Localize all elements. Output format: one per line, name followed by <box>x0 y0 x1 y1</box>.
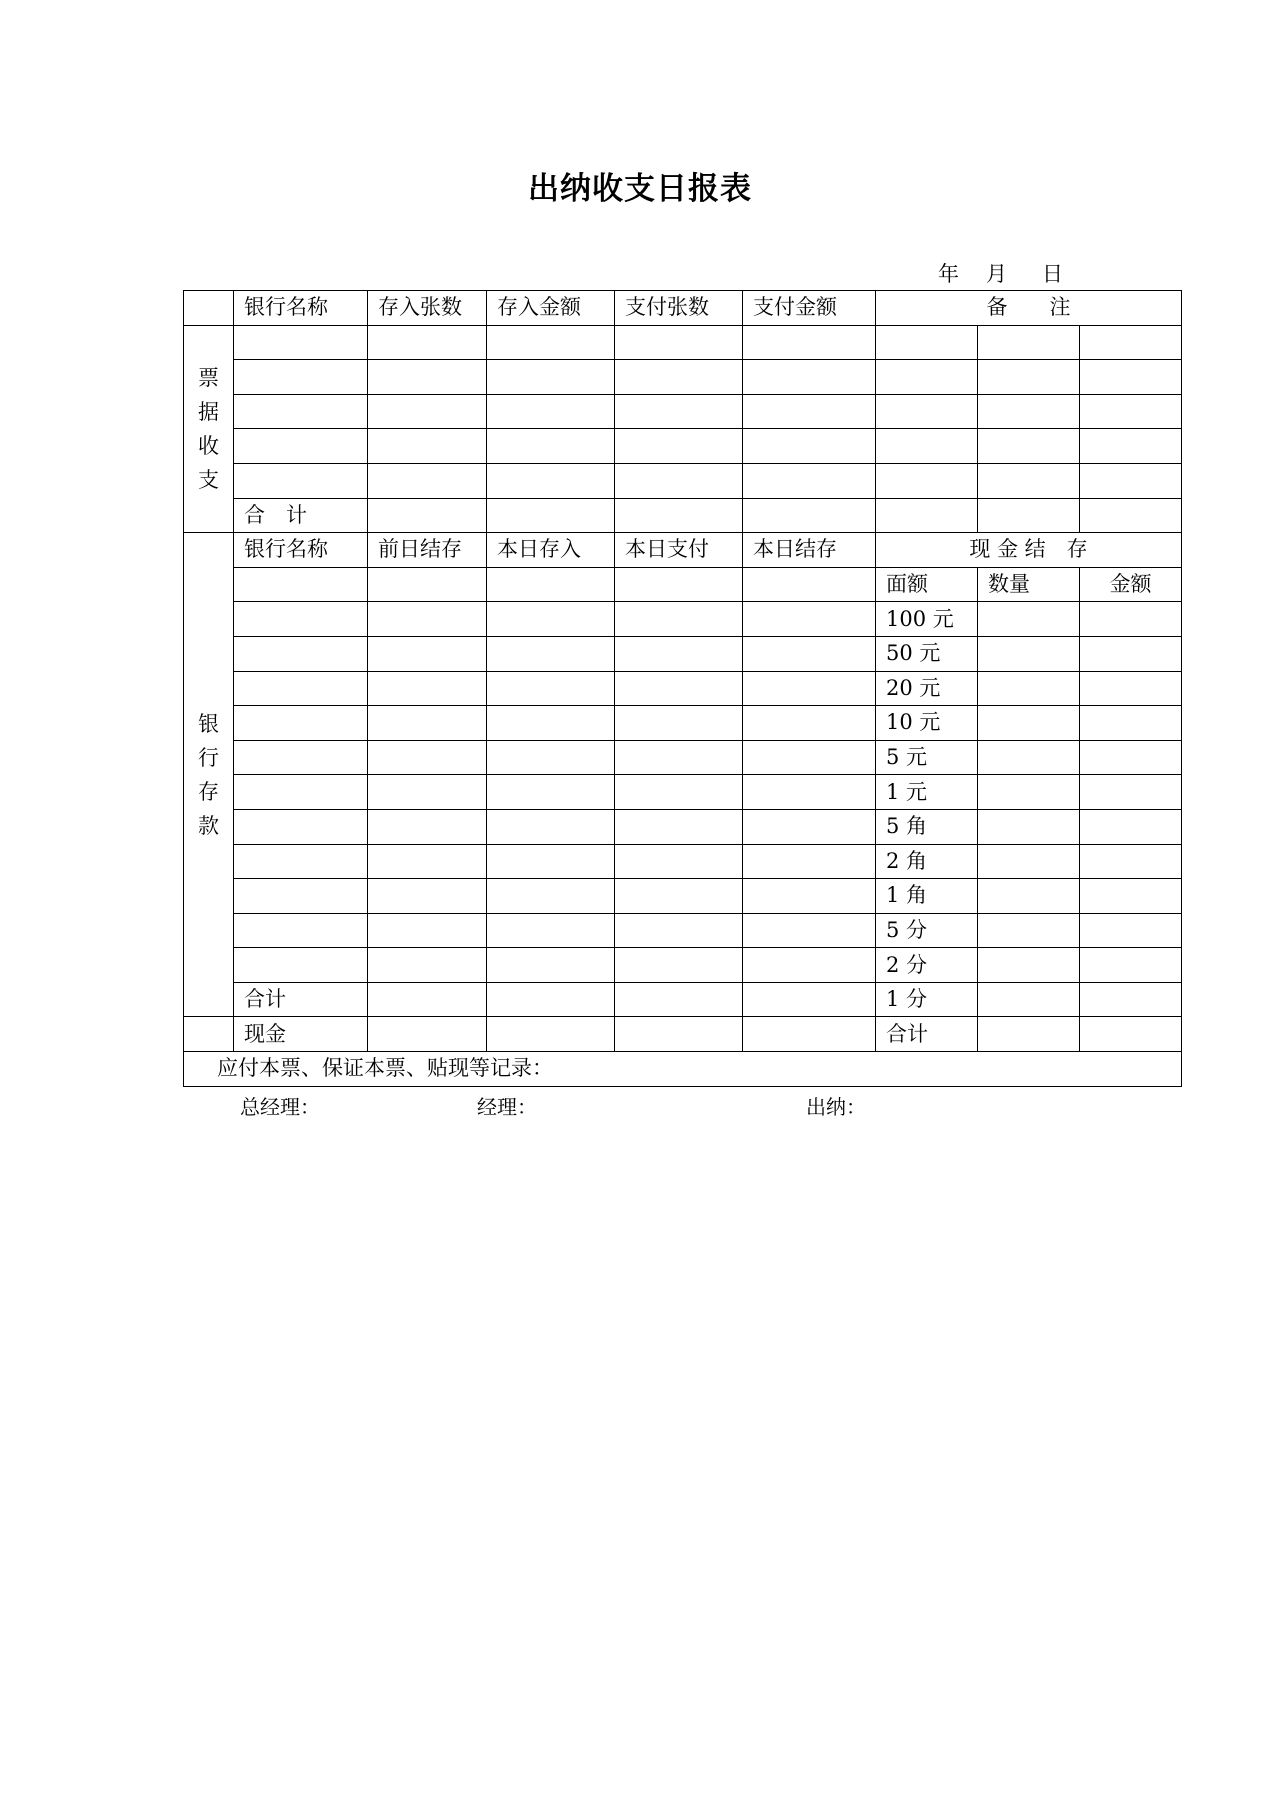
bills-section-label <box>184 325 234 533</box>
denomination-cell: 50 元 <box>876 636 978 671</box>
manager-signature-label: 经理： <box>477 1095 537 1119</box>
denomination-cell: 100 元 <box>876 602 978 637</box>
denomination-cell: 10 元 <box>876 706 978 741</box>
cell[interactable] <box>1080 879 1182 914</box>
cell[interactable] <box>743 982 876 1017</box>
cashier-signature-label: 出纳： <box>806 1095 866 1119</box>
cell[interactable] <box>615 740 743 775</box>
bank-row <box>184 740 1182 775</box>
cell[interactable] <box>978 360 1080 395</box>
cell[interactable] <box>978 775 1080 810</box>
cell[interactable] <box>1080 809 1182 844</box>
bank-label-char: 行 <box>198 745 219 770</box>
bank-row <box>184 948 1182 983</box>
cell[interactable] <box>234 429 368 464</box>
bank-row <box>184 671 1182 706</box>
bills-row <box>184 394 1182 429</box>
cell[interactable] <box>234 706 368 741</box>
header-cash-balance: 现 金 结 存 <box>876 533 1182 568</box>
year-label: 年 <box>938 262 959 286</box>
cell[interactable] <box>743 498 876 533</box>
bank-row <box>184 879 1182 914</box>
cell[interactable] <box>743 913 876 948</box>
cell[interactable] <box>615 429 743 464</box>
cell[interactable] <box>743 879 876 914</box>
cell[interactable] <box>615 602 743 637</box>
cell[interactable] <box>487 879 615 914</box>
cell[interactable] <box>978 394 1080 429</box>
cell[interactable] <box>1080 325 1182 360</box>
cell[interactable] <box>978 498 1080 533</box>
cell[interactable] <box>978 982 1080 1017</box>
cell[interactable] <box>876 498 978 533</box>
header-denomination: 面额 <box>876 567 978 602</box>
cell[interactable] <box>368 1017 487 1052</box>
header-today-balance: 本日结存 <box>743 533 876 568</box>
denomination-cell: 1 分 <box>876 982 978 1017</box>
notes-field[interactable]: 应付本票、保证本票、贴现等记录： <box>184 1052 1182 1087</box>
bills-row <box>184 463 1182 498</box>
header-bank-name-2: 银行名称 <box>234 533 368 568</box>
cell[interactable] <box>368 913 487 948</box>
bank-label-char: 银 <box>198 711 219 736</box>
cell[interactable] <box>743 775 876 810</box>
header-payment-amount: 支付金额 <box>743 291 876 326</box>
cell[interactable] <box>743 325 876 360</box>
cell[interactable] <box>743 671 876 706</box>
cell[interactable] <box>1080 1017 1182 1052</box>
bank-label-char: 存 <box>198 779 219 804</box>
cell[interactable] <box>743 429 876 464</box>
bills-row <box>184 360 1182 395</box>
gm-signature-label: 总经理： <box>240 1095 320 1119</box>
cell[interactable] <box>615 879 743 914</box>
cell[interactable] <box>978 844 1080 879</box>
bank-total-label: 合计 <box>234 982 368 1017</box>
cell[interactable] <box>234 948 368 983</box>
cell[interactable] <box>876 394 978 429</box>
cell[interactable] <box>368 775 487 810</box>
cell[interactable] <box>615 913 743 948</box>
cell[interactable] <box>487 498 615 533</box>
cell[interactable] <box>368 463 487 498</box>
cell[interactable] <box>487 844 615 879</box>
cell[interactable] <box>368 429 487 464</box>
cell[interactable] <box>978 429 1080 464</box>
cell[interactable] <box>234 360 368 395</box>
cell[interactable] <box>615 360 743 395</box>
cell[interactable] <box>487 325 615 360</box>
cell[interactable] <box>743 1017 876 1052</box>
denomination-cell: 5 分 <box>876 913 978 948</box>
denomination-cell: 5 角 <box>876 809 978 844</box>
bank-row <box>184 844 1182 879</box>
cell[interactable] <box>1080 498 1182 533</box>
cell[interactable] <box>978 948 1080 983</box>
cell[interactable] <box>615 775 743 810</box>
cell[interactable] <box>368 809 487 844</box>
blank-cell <box>184 291 234 326</box>
bills-total-row <box>184 498 1182 533</box>
cell[interactable] <box>487 567 615 602</box>
bank-row <box>184 636 1182 671</box>
cell[interactable] <box>615 948 743 983</box>
page-title: 出纳收支日报表 <box>528 171 752 207</box>
cell[interactable] <box>1080 360 1182 395</box>
header-today-payment: 本日支付 <box>615 533 743 568</box>
cell[interactable] <box>743 463 876 498</box>
cell[interactable] <box>234 740 368 775</box>
blank-cell <box>184 1017 234 1052</box>
cell[interactable] <box>234 325 368 360</box>
cell[interactable] <box>743 809 876 844</box>
cell[interactable] <box>1080 740 1182 775</box>
cell[interactable] <box>1080 636 1182 671</box>
cell[interactable] <box>368 844 487 879</box>
cell[interactable] <box>234 913 368 948</box>
cell[interactable] <box>978 1017 1080 1052</box>
cell[interactable] <box>615 463 743 498</box>
cell[interactable] <box>1080 394 1182 429</box>
bank-row <box>184 982 1182 1017</box>
cell[interactable] <box>487 463 615 498</box>
bills-label-char: 据 <box>198 399 219 424</box>
cash-total-label: 合计 <box>876 1017 978 1052</box>
bank-section-label <box>184 533 234 1017</box>
month-label: 月 <box>986 262 1007 286</box>
cell[interactable] <box>487 602 615 637</box>
bills-header-row <box>184 291 1182 326</box>
cell[interactable] <box>978 463 1080 498</box>
cell[interactable] <box>487 394 615 429</box>
cell[interactable] <box>368 498 487 533</box>
day-label: 日 <box>1042 262 1063 286</box>
cell[interactable] <box>978 740 1080 775</box>
cell[interactable] <box>978 602 1080 637</box>
bank-row <box>184 706 1182 741</box>
cell[interactable] <box>487 671 615 706</box>
cell[interactable] <box>615 671 743 706</box>
cell[interactable] <box>487 636 615 671</box>
cell[interactable] <box>978 671 1080 706</box>
cell[interactable] <box>487 809 615 844</box>
cell[interactable] <box>234 602 368 637</box>
cell[interactable] <box>1080 463 1182 498</box>
cell[interactable] <box>743 602 876 637</box>
bank-label-char: 款 <box>198 813 219 838</box>
cell[interactable] <box>368 360 487 395</box>
header-amount: 金额 <box>1080 567 1182 602</box>
bank-header-row <box>184 533 1182 568</box>
cell[interactable] <box>743 394 876 429</box>
cell[interactable] <box>487 706 615 741</box>
cash-row <box>184 1017 1182 1052</box>
cell[interactable] <box>487 740 615 775</box>
cell[interactable] <box>234 879 368 914</box>
bank-row <box>184 775 1182 810</box>
cell[interactable] <box>615 1017 743 1052</box>
cell[interactable] <box>368 671 487 706</box>
denomination-cell: 1 角 <box>876 879 978 914</box>
bank-row <box>184 809 1182 844</box>
cell[interactable] <box>368 567 487 602</box>
cell[interactable] <box>615 844 743 879</box>
header-today-deposit: 本日存入 <box>487 533 615 568</box>
cell[interactable] <box>1080 913 1182 948</box>
cell[interactable] <box>368 879 487 914</box>
cell[interactable] <box>743 844 876 879</box>
cell[interactable] <box>1080 671 1182 706</box>
cell[interactable] <box>234 844 368 879</box>
denomination-cell: 5 元 <box>876 740 978 775</box>
denomination-cell: 1 元 <box>876 775 978 810</box>
cash-label: 现金 <box>234 1017 368 1052</box>
cell[interactable] <box>876 463 978 498</box>
cell[interactable] <box>368 982 487 1017</box>
cell[interactable] <box>487 913 615 948</box>
cell[interactable] <box>615 809 743 844</box>
cell[interactable] <box>978 706 1080 741</box>
cell[interactable] <box>1080 706 1182 741</box>
cell[interactable] <box>743 636 876 671</box>
cell[interactable] <box>615 982 743 1017</box>
cell[interactable] <box>1080 948 1182 983</box>
cell[interactable] <box>487 982 615 1017</box>
bills-label-char: 支 <box>198 467 219 492</box>
header-payment-count: 支付张数 <box>615 291 743 326</box>
bank-row <box>184 913 1182 948</box>
cell[interactable] <box>487 429 615 464</box>
notes-row <box>184 1052 1182 1087</box>
cell[interactable] <box>1080 775 1182 810</box>
cell[interactable] <box>368 325 487 360</box>
bank-row <box>184 567 1182 602</box>
cell[interactable] <box>876 325 978 360</box>
header-deposit-count: 存入张数 <box>368 291 487 326</box>
cell[interactable] <box>1080 429 1182 464</box>
cell[interactable] <box>743 706 876 741</box>
cell[interactable] <box>876 360 978 395</box>
cell[interactable] <box>743 360 876 395</box>
cell[interactable] <box>487 1017 615 1052</box>
cell[interactable] <box>743 740 876 775</box>
denomination-cell: 2 分 <box>876 948 978 983</box>
header-bank-name: 银行名称 <box>234 291 368 326</box>
daily-report-table <box>183 290 1182 1087</box>
cell[interactable] <box>234 809 368 844</box>
cell[interactable] <box>234 567 368 602</box>
cell[interactable] <box>234 463 368 498</box>
cell[interactable] <box>743 567 876 602</box>
header-deposit-amount: 存入金额 <box>487 291 615 326</box>
cell[interactable] <box>368 948 487 983</box>
bills-total-label: 合 计 <box>234 498 368 533</box>
cell[interactable] <box>1080 602 1182 637</box>
cell[interactable] <box>368 740 487 775</box>
cell[interactable] <box>487 360 615 395</box>
cell[interactable] <box>615 394 743 429</box>
header-remark: 备 注 <box>876 291 1182 326</box>
cell[interactable] <box>978 913 1080 948</box>
denomination-cell: 20 元 <box>876 671 978 706</box>
cell[interactable] <box>978 879 1080 914</box>
bills-label-char: 票 <box>198 365 219 390</box>
header-prev-balance: 前日结存 <box>368 533 487 568</box>
bills-row <box>184 325 1182 360</box>
cell[interactable] <box>876 429 978 464</box>
cell[interactable] <box>615 325 743 360</box>
cell[interactable] <box>368 706 487 741</box>
cell[interactable] <box>487 948 615 983</box>
cell[interactable] <box>615 636 743 671</box>
cell[interactable] <box>368 602 487 637</box>
header-quantity: 数量 <box>978 567 1080 602</box>
cell[interactable] <box>1080 982 1182 1017</box>
bills-label-char: 收 <box>198 433 219 458</box>
cell[interactable] <box>978 809 1080 844</box>
cell[interactable] <box>234 671 368 706</box>
cell[interactable] <box>234 775 368 810</box>
cell[interactable] <box>615 567 743 602</box>
bills-row <box>184 429 1182 464</box>
cell[interactable] <box>978 325 1080 360</box>
cell[interactable] <box>615 498 743 533</box>
cell[interactable] <box>368 636 487 671</box>
bank-row <box>184 602 1182 637</box>
cell[interactable] <box>743 948 876 983</box>
cell[interactable] <box>487 775 615 810</box>
cell[interactable] <box>234 636 368 671</box>
cell[interactable] <box>234 394 368 429</box>
cell[interactable] <box>368 394 487 429</box>
denomination-cell: 2 角 <box>876 844 978 879</box>
cell[interactable] <box>1080 844 1182 879</box>
cell[interactable] <box>978 636 1080 671</box>
cell[interactable] <box>615 706 743 741</box>
